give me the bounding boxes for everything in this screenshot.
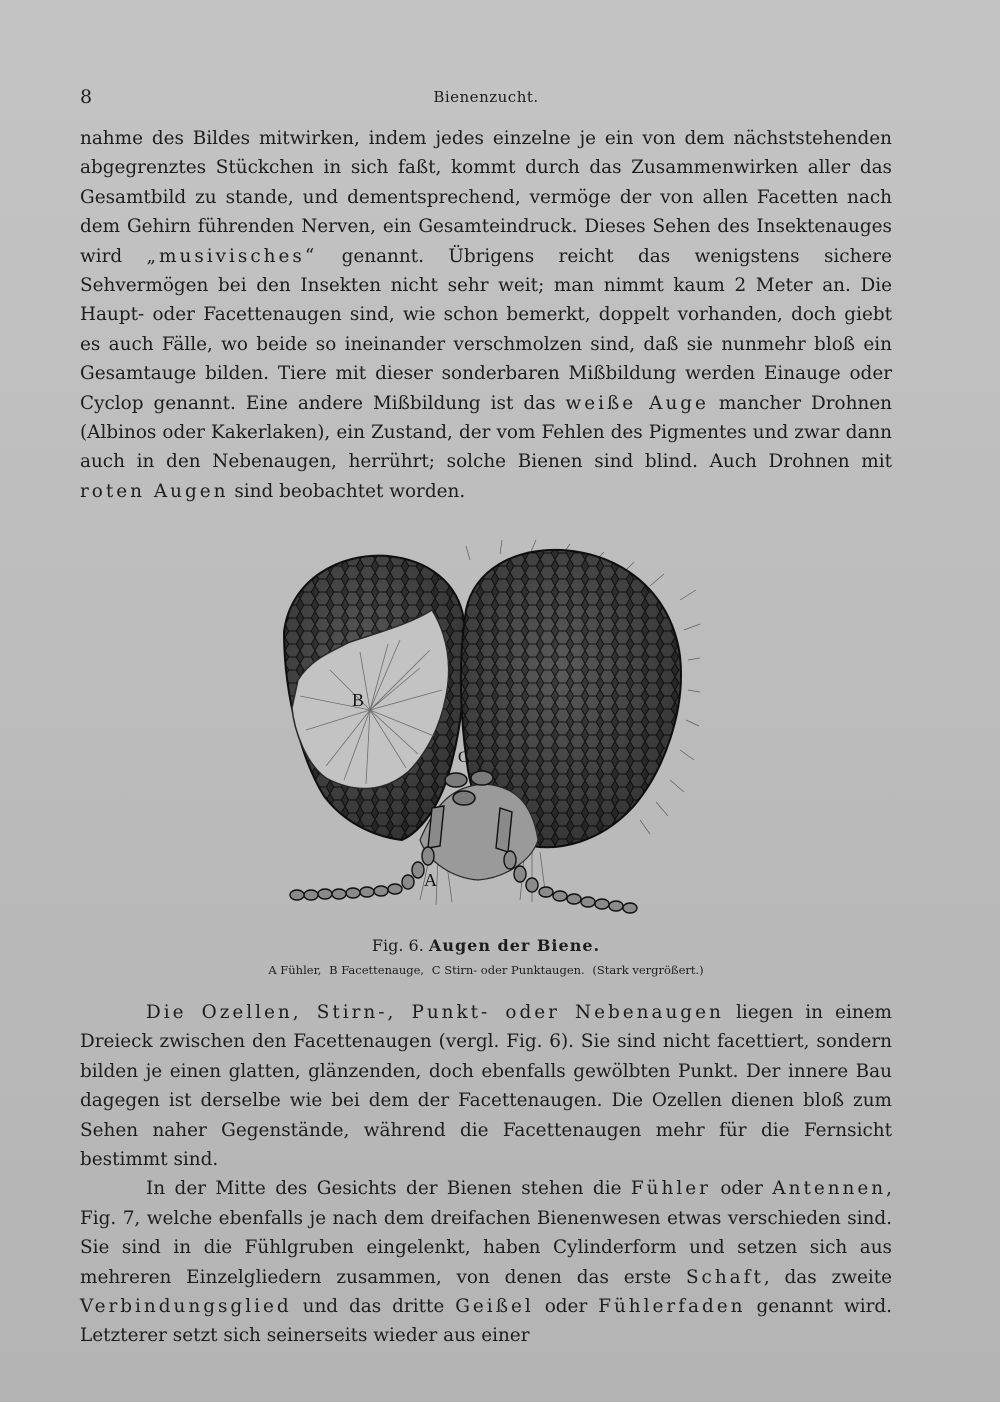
figure-label-a: A (424, 870, 437, 890)
page-header (80, 86, 892, 112)
bee-eyes-engraving (270, 540, 700, 920)
emphasized-term: Verbindungsglied (80, 1296, 292, 1318)
paragraph-compound-eye-vision (80, 124, 892, 506)
page-number: 8 (80, 86, 93, 108)
text-run: liegen in einem Dreieck zwischen den Facettenaugen (vergl. Fig. 6). Sie sind nicht facettiert, sondern bilden je einen glatten, glänzenden, doch ebenfalls gewölbten Punkt. Der innere Bau dagegen ist derselbe wie bei dem der Facettenaugen. Die Ozellen dienen bloß zum Sehen naher Gegenstände, während die Facettenaugen mehr für die Fernsicht bestimmt sind. (80, 1002, 892, 1171)
emphasized-term: „musivisches“ (146, 245, 318, 267)
figure-label-c: C (458, 749, 469, 766)
emphasized-term: Die Ozellen, Stirn-, Punkt- oder Nebenaugen (146, 1002, 724, 1023)
figure-number: Fig. 6. (371, 936, 424, 955)
legend-b: B Facettenauge, (329, 963, 425, 977)
body-text-bottom (80, 998, 892, 1351)
legend-c: C Stirn- oder Punktaugen. (431, 963, 585, 977)
emphasized-term: roten Augen (80, 480, 229, 502)
text-run: oder (533, 1296, 599, 1318)
ocellus-right (471, 771, 493, 785)
emphasized-term: Antennen (772, 1178, 887, 1200)
ocellus-left (445, 773, 467, 787)
emphasized-term: Geißel (455, 1296, 534, 1318)
text-run: , Fig. 7, welche ebenfalls je nach dem dreifachen Bienenwesen etwas verschieden sind. Sie sind in die Fühlgruben eingelenkt, haben Cylinderform und setzen sich aus mehreren Einzelgliedern zusammen, von denen das erste (80, 1178, 892, 1288)
emphasized-term: Fühler (630, 1178, 711, 1200)
paragraph-ocelli (80, 998, 892, 1174)
figure-label-b: B (352, 690, 365, 710)
legend-note: (Stark vergrößert.) (592, 963, 704, 977)
running-title: Bienenzucht. (433, 88, 539, 106)
text-run: In der Mitte des Gesichts der Bienen stehen die (146, 1178, 631, 1200)
figure-legend (80, 963, 892, 977)
text-run: , das zweite (763, 1266, 892, 1288)
text-run: mancher Drohnen (Albinos oder Kakerlaken), ein Zustand, der vom Fehlen des Pigmentes und zwar dann auch in den Nebenaugen, herrührt; solche Bienen sind blind. Auch Drohnen mit (80, 392, 892, 473)
text-run: nahme des Bildes mitwirken, indem jedes einzelne je ein von dem nächststehenden abgegrenztes Stückchen in sich faßt, kommt durch das Zusammenwirken aller das Gesamtbild zu stande, und dementsprechend, vermöge der von allen Facetten nach dem Gehirn führenden Nerven, ein Gesamteindruck. Dieses Sehen des Insektenauges wird (80, 128, 892, 267)
figure-title: Augen der Biene. (428, 936, 601, 955)
emphasized-term: Schaft (685, 1266, 764, 1288)
paragraph-antennae (80, 1174, 892, 1350)
body-text-top (80, 124, 892, 506)
text-run: genannt wird. Letzterer setzt sich seinerseits wieder aus einer (80, 1296, 892, 1347)
text-run: oder (710, 1178, 773, 1200)
text-run: genannt. Übrigens reicht das wenigstens sichere Sehvermögen bei den Insekten nicht sehr weit; man nimmt kaum 2 Meter an. Die Haupt- oder Facettenaugen sind, wie schon bemerkt, doppelt vorhanden, doch giebt es auch Fälle, wo beide so ineinander verschmolzen sind, daß sie nunmehr bloß ein Gesamtauge bilden. Tiere mit dieser sonderbaren Mißbildung werden Einauge oder Cyclop genannt. Eine andere Mißbildung ist das (80, 245, 892, 414)
figure-caption (80, 936, 892, 955)
text-run: sind beobachtet worden. (228, 480, 466, 502)
legend-a: A Fühler, (268, 963, 322, 977)
emphasized-term: weiße Auge (565, 392, 709, 414)
emphasized-term: Fühlerfaden (598, 1296, 746, 1318)
text-run: und das dritte (291, 1296, 456, 1318)
ocellus-bottom (453, 791, 475, 805)
figure-bee-eyes (270, 540, 700, 920)
